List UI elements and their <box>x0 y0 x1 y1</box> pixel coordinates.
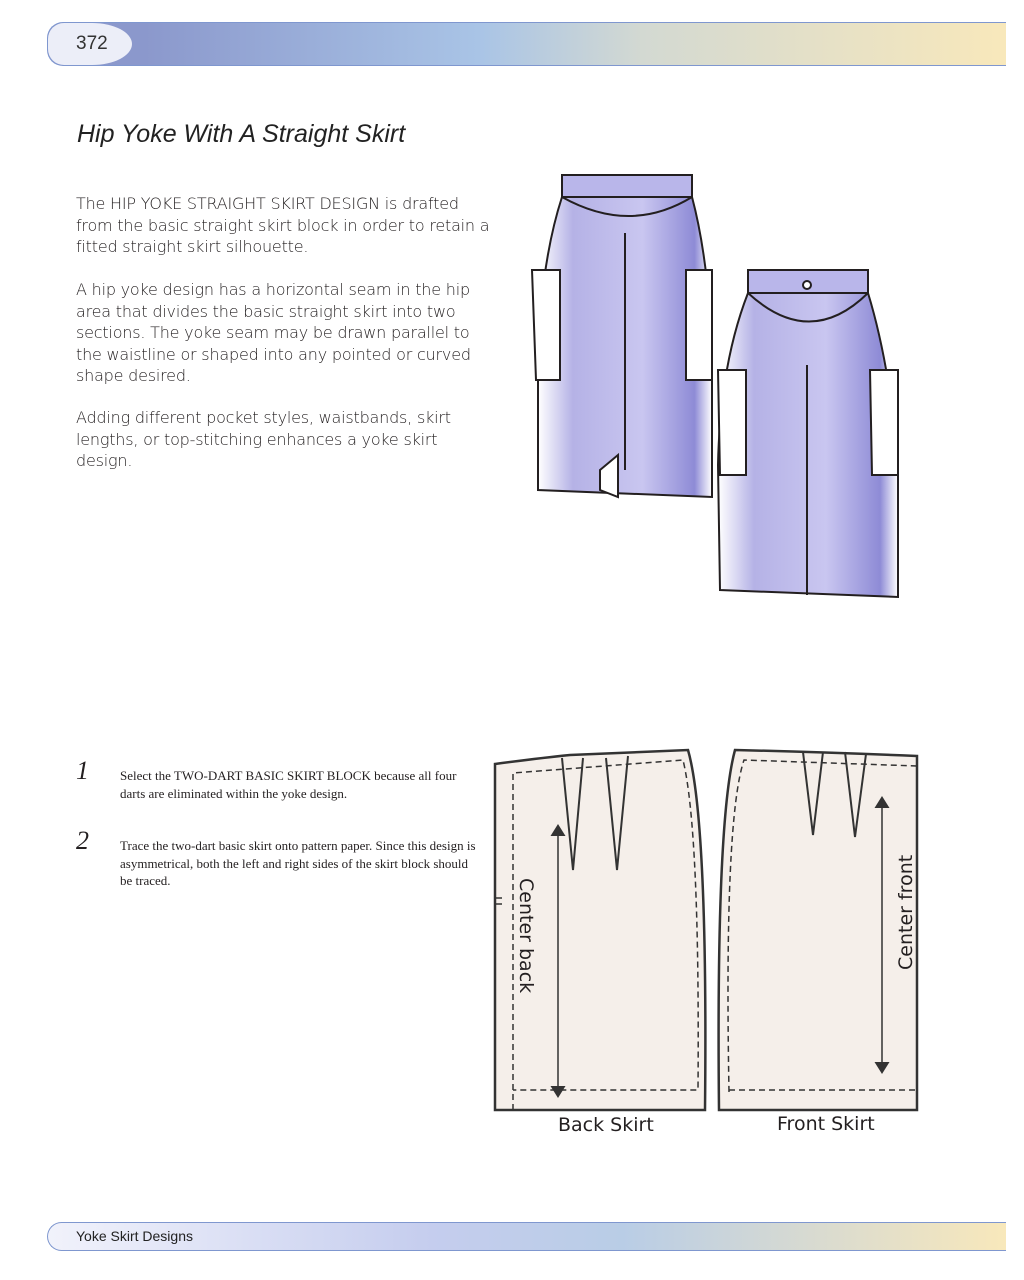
back-skirt-label: Back Skirt <box>558 1114 654 1136</box>
front-view-skirt <box>718 270 898 597</box>
step-1-text: Select the TWO-DART BASIC SKIRT BLOCK because all four darts are eliminated within the yoke design. <box>120 768 457 801</box>
page-title: Hip Yoke With A Straight Skirt <box>77 120 406 148</box>
front-skirt-label: Front Skirt <box>777 1113 875 1135</box>
step-2-number: 2 <box>76 826 89 855</box>
page-number: 372 <box>48 23 132 65</box>
intro-paragraph: The HIP YOKE STRAIGHT SKIRT DESIGN is drafted from the basic straight skirt block in order to retain a fitted straight skirt silhouette. <box>76 194 490 256</box>
step-1-number: 1 <box>76 756 89 785</box>
design-paragraph: Adding different pocket styles, waistbands, skirt lengths, or top-stitching enhances a yoke skirt design. <box>76 408 451 470</box>
center-front-label: Center front <box>895 854 917 970</box>
step-2-text: Trace the two-dart basic skirt onto pattern paper. Since this design is asymmetrical, both the left and right sides of the skirt block should be traced. <box>120 838 476 888</box>
skirt-illustrations <box>520 165 920 605</box>
page-header-bar <box>47 22 1006 66</box>
front-skirt-pattern <box>719 750 917 1110</box>
footer-section-title: Yoke Skirt Designs <box>76 1228 193 1244</box>
yoke-paragraph: A hip yoke design has a horizontal seam in the hip area that divides the basic straight skirt into two sections. The yoke seam may be drawn parallel to the waistline or shaped into any pointed or curved shape desired. <box>76 280 471 385</box>
page-footer-bar <box>47 1222 1006 1251</box>
center-back-label: Center back <box>515 878 537 994</box>
pattern-drafts <box>480 740 940 1140</box>
back-view-skirt <box>532 175 712 497</box>
